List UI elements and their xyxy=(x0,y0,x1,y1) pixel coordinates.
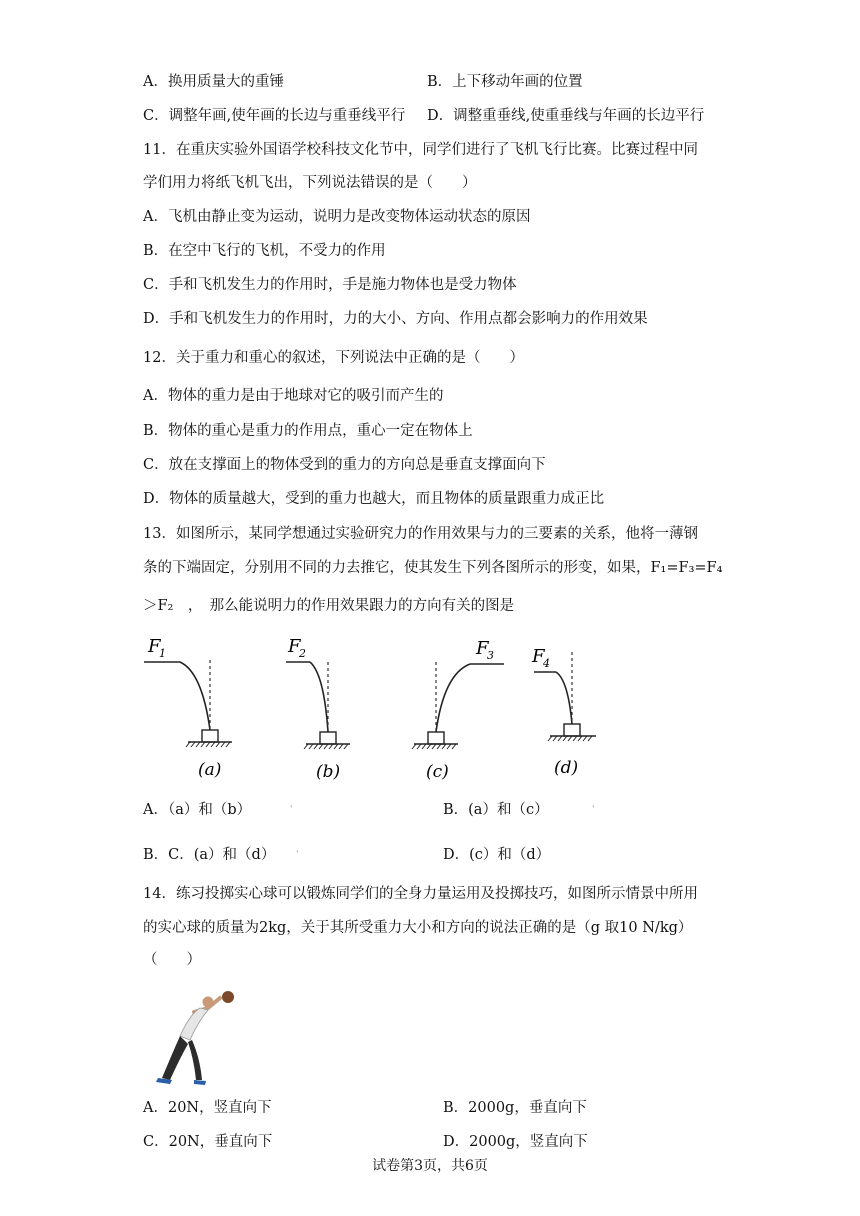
q13-figure-c xyxy=(408,632,508,782)
medicine-ball xyxy=(222,991,234,1003)
q11-stem-line2: 学们用力将纸飞机飞出，下列说法错误的是（ ） xyxy=(143,175,477,191)
q14-stem-line1: 14．练习投掷实心球可以锻炼同学们的全身力量运用及投掷技巧，如图所示情景中所用 xyxy=(143,886,698,902)
page-footer: 试卷第3页，共6页 xyxy=(372,1158,488,1174)
q14-stem-line2: 的实心球的质量为2kg，关于其所受重力大小和方向的说法正确的是（g 取10 N/kg） xyxy=(143,920,693,936)
q14-option-d: D．2000g，竖直向下 xyxy=(443,1134,588,1150)
q13-option-b: B．(a）和（c） xyxy=(443,802,549,818)
q13-stem-line1: 13．如图所示，某同学想通过实验研究力的作用效果与力的三要素的关系，他将一薄钢 xyxy=(143,526,698,542)
q13-figure-b-caption: (b) xyxy=(316,762,341,782)
q11-option-b: B．在空中飞行的飞机，不受力的作用 xyxy=(143,243,386,259)
q13-figure-d xyxy=(526,640,606,780)
q13-figure-a xyxy=(140,632,240,782)
q14-option-b: B．2000g，垂直向下 xyxy=(443,1100,587,1116)
svg-text:2: 2 xyxy=(299,647,306,660)
q14-option-a: A．20N，竖直向下 xyxy=(143,1100,272,1116)
steel-strip-bent xyxy=(556,672,572,724)
q12-option-b: B．物体的重心是重力的作用点，重心一定在物体上 xyxy=(143,423,473,439)
q13-stem-line3: ＞F₂ ， 那么能说明力的作用效果跟力的方向有关的图是 xyxy=(143,598,515,614)
svg-text:4: 4 xyxy=(543,657,550,670)
q11-option-c: C．手和飞机发生力的作用时，手是施力物体也是受力物体 xyxy=(143,277,517,293)
q13-option-c: B．C．(a）和（d） xyxy=(143,847,276,863)
svg-text:3: 3 xyxy=(487,649,494,662)
q13-figure-a-caption: (a) xyxy=(198,760,222,780)
q13-stem-line2: 条的下端固定，分别用不同的力去推它，使其发生下列各图所示的形变，如果，F₁=F₃=F₄ xyxy=(143,560,723,576)
q11-option-d: D．手和飞机发生力的作用时，力的大小、方向、作用点都会影响力的作用效果 xyxy=(143,311,648,327)
q13-figure-d-force-label: F xyxy=(532,646,545,667)
q12-option-c: C．放在支撑面上的物体受到的重力的方向总是垂直支撑面向下 xyxy=(143,457,546,473)
q13-figure-d-caption: (d) xyxy=(554,758,579,778)
steel-strip-bent xyxy=(436,664,470,732)
q10-option-c: C．调整年画,使年画的长边与重垂线平行 xyxy=(143,108,406,124)
q13-figure-a-force-label: F xyxy=(148,636,161,657)
q13-figure-c-force-label: F xyxy=(476,638,489,659)
q13-option-a: A．（a）和（b） xyxy=(143,802,252,818)
q13-figure-b xyxy=(282,632,362,782)
q14-throwing-photo xyxy=(150,988,250,1086)
q13-option-d: D．(c）和（d） xyxy=(443,847,551,863)
q14-option-c: C．20N，垂直向下 xyxy=(143,1134,273,1150)
q12-option-a: A．物体的重力是由于地球对它的吸引而产生的 xyxy=(143,388,444,404)
q10-option-d: D．调整重垂线,使重垂线与年画的长边平行 xyxy=(427,108,705,124)
steel-strip-bent xyxy=(310,662,328,732)
q14-stem-line3: （ ） xyxy=(143,952,201,968)
q11-option-a: A．飞机由静止变为运动，说明力是改变物体运动状态的原因 xyxy=(143,209,531,225)
q12-option-d: D．物体的质量越大，受到的重力也越大，而且物体的质量跟重力成正比 xyxy=(143,491,605,507)
q13-figure-c-caption: (c) xyxy=(426,762,449,782)
q13-figure-b-force-label: F xyxy=(288,636,301,657)
q10-option-b: B．上下移动年画的位置 xyxy=(427,74,583,90)
q12-stem: 12．关于重力和重心的叙述，下列说法中正确的是（ ） xyxy=(143,350,524,366)
svg-text:1: 1 xyxy=(159,647,166,660)
q10-option-a: A．换用质量大的重锤 xyxy=(143,74,284,90)
q11-stem-line1: 11．在重庆实验外国语学校科技文化节中，同学们进行了飞机飞行比赛。比赛过程中同 xyxy=(143,142,698,158)
steel-strip-bent xyxy=(180,662,210,730)
